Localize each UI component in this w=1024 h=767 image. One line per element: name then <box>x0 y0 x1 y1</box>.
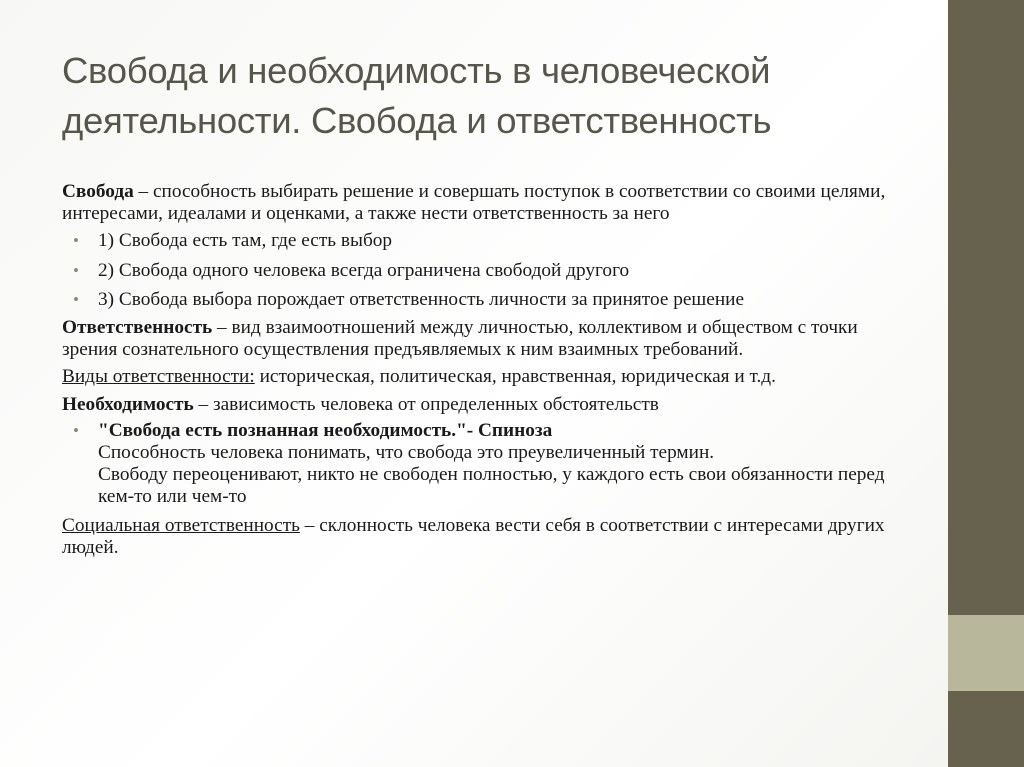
slide-content <box>62 181 912 564</box>
list-item-text: 2) Свобода одного человека всегда ограничена свободой другого <box>98 259 630 281</box>
list-item-text: 3) Свобода выбора порождает ответственность личности за принятое решение <box>98 288 745 310</box>
list-item <box>62 230 912 252</box>
responsibility-definition <box>62 317 912 361</box>
responsibility-term: Ответственность <box>62 317 213 339</box>
bullet-icon: • <box>73 231 79 251</box>
list-item-text: 1) Свобода есть там, где есть выбор <box>98 230 393 252</box>
side-accent-decoration <box>948 615 1024 691</box>
necessity-term: Необходимость <box>62 393 194 415</box>
list-item <box>62 289 912 311</box>
social-label: Социальная ответственность <box>62 514 300 536</box>
list-item <box>62 260 912 282</box>
necessity-list <box>62 420 912 509</box>
slide-title <box>62 46 932 146</box>
types-label: Виды ответственности: <box>62 366 255 388</box>
bullet-icon: • <box>73 260 79 280</box>
title-line-1: Свобода и необходимость в человеческой <box>62 50 771 91</box>
freedom-definition-text: – способность выбирать решение и совершать поступок в соответствии со своими целями, интересами, идеалами и оценками, а также нести ответственность за него <box>62 181 886 225</box>
spinoza-quote: "Свобода есть познанная необходимость."- Спиноза <box>98 419 553 441</box>
freedom-list <box>62 230 912 311</box>
responsibility-types <box>62 366 912 388</box>
necessity-definition-text: – зависимость человека от определенных обстоятельств <box>193 393 659 415</box>
bullet-icon: • <box>73 420 79 440</box>
necessity-definition <box>62 394 912 416</box>
freedom-term: Свобода <box>62 181 134 202</box>
social-responsibility-definition <box>62 515 912 559</box>
types-text: историческая, политическая, нравственная, юридическая и т.д. <box>254 366 776 388</box>
social-text: – склонность человека вести себя в соответствии с интересами других людей. <box>62 514 885 558</box>
necessity-explanation-1: Способность человека понимать, что свобода это преувеличенный термин. <box>98 442 715 464</box>
responsibility-definition-text: – вид взаимоотношений между личностью, коллективом и обществом с точки зрения сознательного осуществления предъявляемых к ним взаимных требований. <box>62 317 858 361</box>
necessity-explanation-2: Свободу переоценивают, никто не свободен полностью, у каждого есть свои обязанности перед кем-то или чем-то <box>98 464 885 508</box>
bullet-icon: • <box>73 289 79 309</box>
title-line-2: деятельности. Свобода и ответственность <box>62 100 772 141</box>
list-item <box>62 420 912 509</box>
freedom-definition <box>62 181 912 225</box>
